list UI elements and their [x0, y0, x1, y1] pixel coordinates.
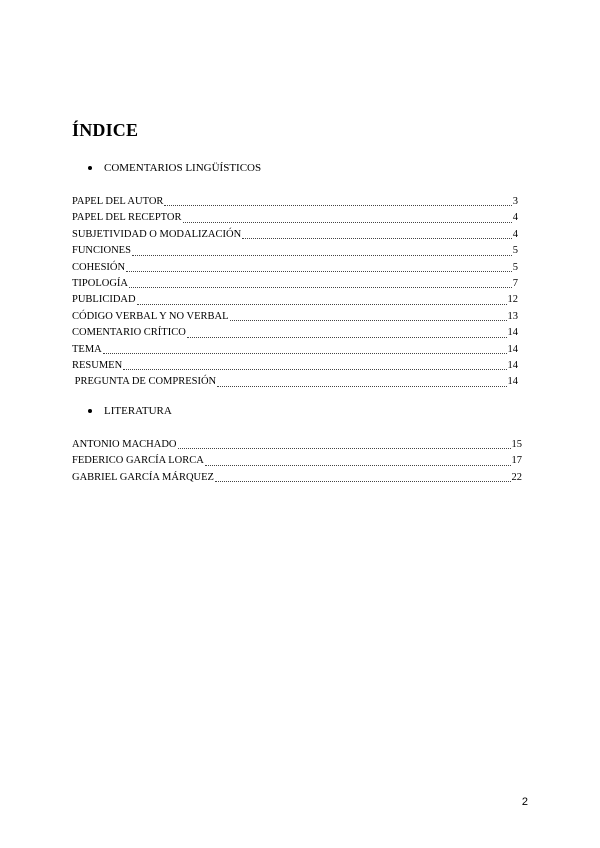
toc-entry-page-number: 15 — [511, 439, 522, 450]
section-heading-comentarios — [88, 162, 261, 174]
section-heading-literatura — [88, 405, 172, 417]
toc-entry-page-number: 14 — [507, 327, 518, 339]
toc-entry[interactable] — [72, 437, 522, 453]
toc-entry-label: COHESIÓN — [72, 261, 126, 273]
toc-entry-label: TEMA — [72, 343, 102, 355]
toc-entry-label: FEDERICO GARCÍA LORCA — [72, 455, 204, 467]
toc-entry[interactable] — [72, 276, 518, 292]
section-heading-label: COMENTARIOS LINGÜÍSTICOS — [104, 162, 262, 174]
dot-leader — [178, 448, 511, 449]
toc-entry[interactable] — [72, 292, 518, 308]
dot-leader — [217, 386, 506, 387]
dot-leader — [129, 287, 512, 288]
dot-leader — [215, 481, 511, 482]
dot-leader — [132, 255, 512, 256]
toc-entry-page-number: 17 — [511, 455, 522, 467]
dot-leader — [137, 304, 507, 305]
toc-entry-label: GABRIEL GARCÍA MÁRQUEZ — [72, 471, 214, 483]
toc-entry-label: PAPEL DEL AUTOR — [72, 196, 164, 207]
toc-entry-label: CÓDIGO VERBAL Y NO VERBAL — [72, 310, 229, 322]
dot-leader — [103, 353, 507, 354]
toc-entry-page-number: 4 — [512, 212, 518, 224]
bullet-icon — [88, 409, 92, 413]
toc-entry-page-number: 7 — [512, 277, 518, 289]
toc-entry[interactable] — [72, 243, 518, 259]
toc-entry-page-number: 5 — [512, 245, 518, 257]
toc-entry-label: ANTONIO MACHADO — [72, 439, 177, 450]
toc-entry-label: FUNCIONES — [72, 245, 131, 257]
toc-entry[interactable] — [72, 210, 518, 226]
page-title: ÍNDICE — [72, 120, 139, 140]
toc-entry[interactable] — [72, 453, 522, 469]
section-heading-label: LITERATURA — [104, 405, 172, 417]
dot-leader — [123, 369, 506, 370]
toc-entry-page-number: 13 — [507, 310, 518, 322]
dot-leader — [230, 320, 507, 321]
toc-entry[interactable] — [72, 227, 518, 243]
toc-entry-page-number: 12 — [507, 294, 518, 306]
toc-entry-label: RESUMEN — [72, 359, 123, 371]
toc-entry[interactable] — [72, 194, 518, 210]
toc-entry-page-number: 14 — [507, 343, 518, 355]
toc-entry[interactable] — [72, 374, 518, 390]
toc-entry-label: SUBJETIVIDAD O MODALIZACIÓN — [72, 228, 242, 240]
toc-entry-page-number: 3 — [512, 196, 518, 207]
dot-leader — [242, 238, 512, 239]
toc-entry-label: COMENTARIO CRÍTICO — [72, 327, 186, 339]
toc-entry[interactable] — [72, 342, 518, 358]
bullet-icon — [88, 166, 92, 170]
toc-list-comentarios — [72, 194, 518, 391]
page-number: 2 — [521, 796, 528, 808]
toc-entry[interactable] — [72, 309, 518, 325]
toc-entry-label: TIPOLOGÍA — [72, 277, 128, 289]
toc-entry-page-number: 14 — [507, 376, 518, 388]
toc-entry[interactable] — [72, 260, 518, 276]
toc-entry[interactable] — [72, 325, 518, 341]
toc-entry-label: PREGUNTA DE COMPRESIÓN — [72, 376, 217, 388]
toc-entry-page-number: 4 — [512, 228, 518, 240]
dot-leader — [164, 205, 511, 206]
toc-entry[interactable] — [72, 470, 522, 486]
toc-list-literatura — [72, 437, 522, 486]
dot-leader — [187, 337, 507, 338]
toc-entry-label: PUBLICIDAD — [72, 294, 136, 306]
toc-entry-page-number: 22 — [511, 471, 522, 483]
toc-entry[interactable] — [72, 358, 518, 374]
toc-entry-label: PAPEL DEL RECEPTOR — [72, 212, 182, 224]
dot-leader — [205, 465, 511, 466]
toc-entry-page-number: 5 — [512, 261, 518, 273]
dot-leader — [126, 271, 512, 272]
dot-leader — [183, 222, 512, 223]
toc-entry-page-number: 14 — [507, 359, 518, 371]
